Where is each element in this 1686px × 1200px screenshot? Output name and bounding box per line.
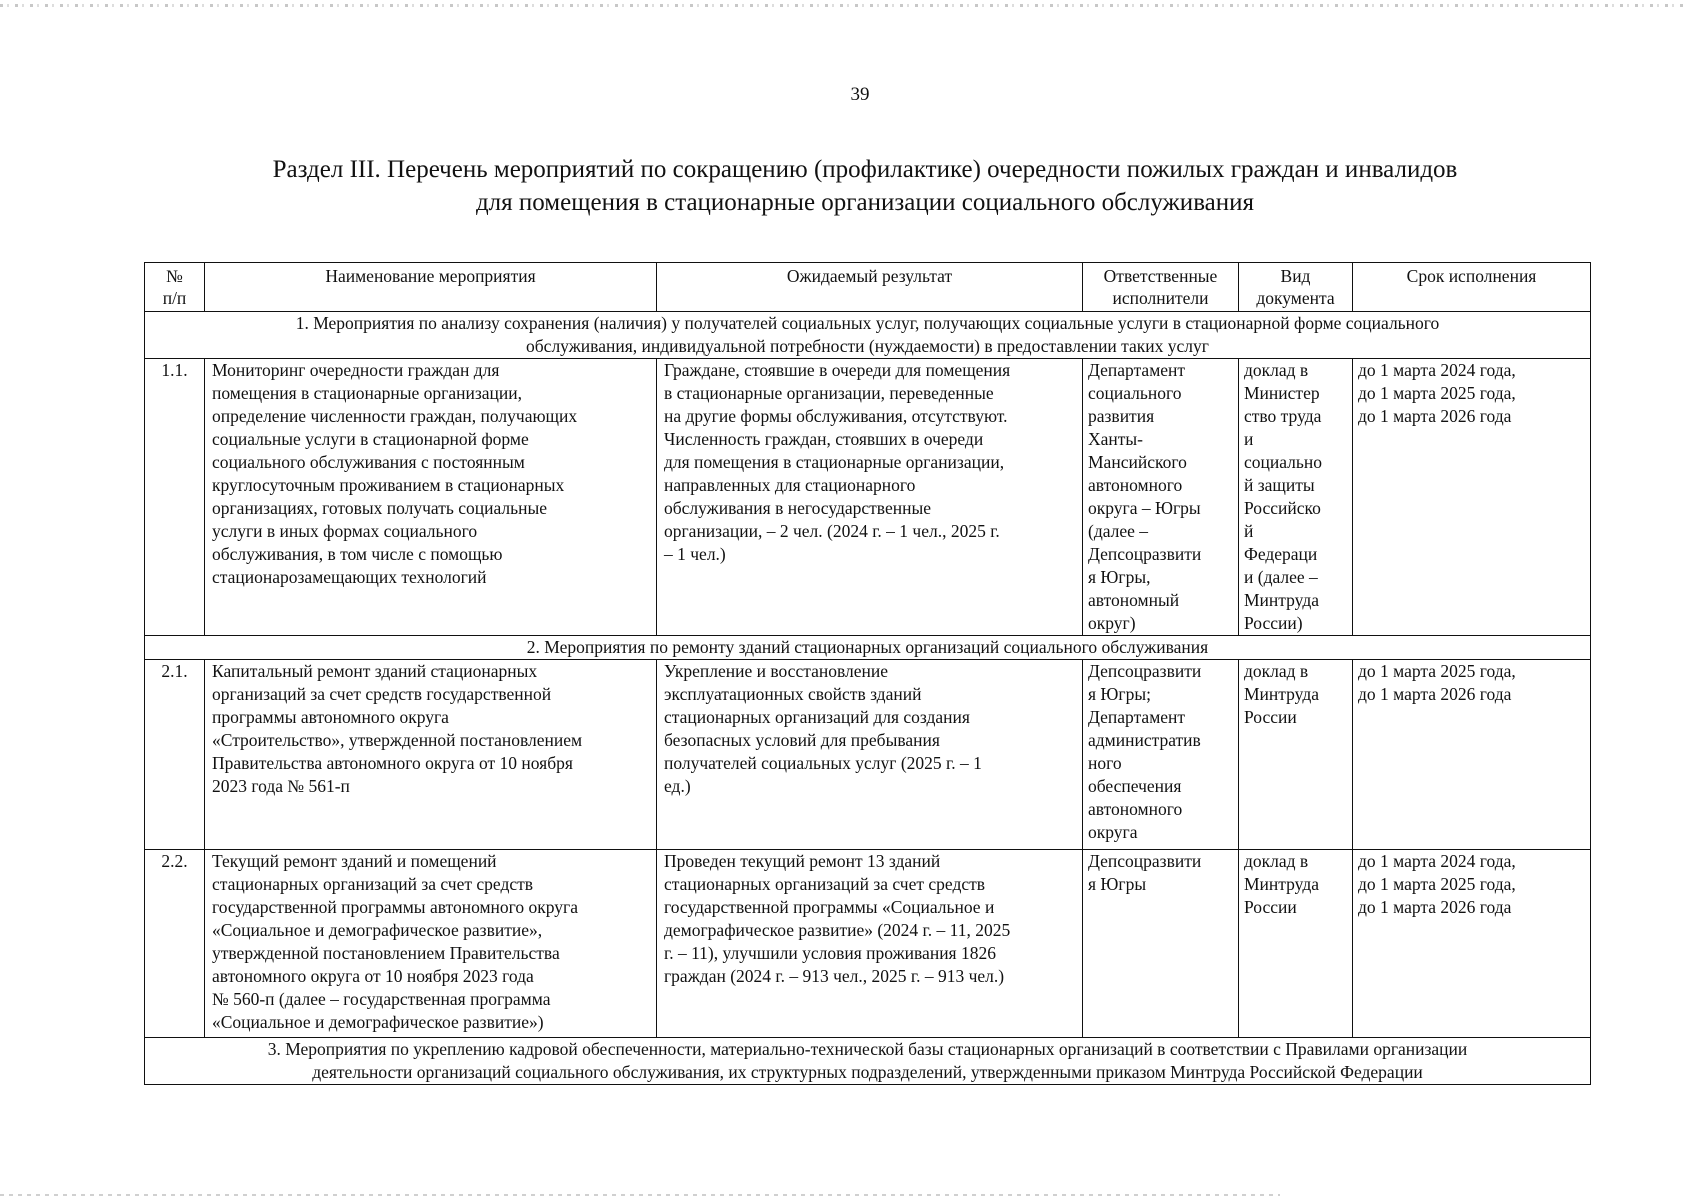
- activities-table: [144, 262, 1591, 1085]
- cell-name: Капитальный ремонт зданий стационарных организаций за счет средств государственной программы автономного округа «Строительство», утвержденной постановлением Правительства автономного округа от 10 ноября 2023 года № 561-п: [205, 660, 657, 850]
- cell-executors: Депсоцразвити я Югры; Департамент административ ного обеспечения автономного округа: [1083, 660, 1239, 850]
- page-number: 39: [850, 84, 870, 105]
- section-title: [140, 153, 1590, 219]
- cell-result: Укрепление и восстановление эксплуатационных свойств зданий стационарных организаций для создания безопасных условий для пребывания получателей социальных услуг (2025 г. – 1 ед.): [657, 660, 1083, 850]
- cell-deadline: до 1 марта 2025 года, до 1 марта 2026 года: [1353, 660, 1591, 850]
- section-row-2: [145, 636, 1591, 660]
- cell-num: 1.1.: [145, 359, 205, 636]
- scan-edge-top: [0, 4, 1686, 7]
- section-title-line-2: для помещения в стационарные организации социального обслуживания: [475, 189, 1255, 216]
- cell-name: Текущий ремонт зданий и помещений стационарных организаций за счет средств государственной программы автономного округа «Социальное и демографическое развитие», утвержденной постановлением Правительства автономного округа от 10 ноября 2023 года № 560-п (далее – государственная программа «Социальное и демографическое развитие»): [205, 850, 657, 1038]
- cell-deadline: до 1 марта 2024 года, до 1 марта 2025 года, до 1 марта 2026 года: [1353, 850, 1591, 1038]
- section-row-3: [145, 1038, 1591, 1085]
- table-row-2-1: [145, 660, 1591, 850]
- section-heading-1: 1. Мероприятия по анализу сохранения (наличия) у получателей социальных услуг, получающих социальные услуги в стационарной форме социального обслуживания, индивидуальной потребности (нуждаемости) в предоставлении таких услуг: [145, 312, 1591, 359]
- header-num: № п/п: [145, 263, 205, 312]
- table-row-2-2: [145, 850, 1591, 1038]
- cell-result: Проведен текущий ремонт 13 зданий стационарных организаций за счет средств государственной программы «Социальное и демографическое развитие» (2024 г. – 11, 2025 г. – 11), улучшили условия проживания 1826 граждан (2024 г. – 913 чел., 2025 г. – 913 чел.): [657, 850, 1083, 1038]
- scan-edge-bottom: [0, 1194, 1280, 1196]
- header-deadline: Срок исполнения: [1353, 263, 1591, 312]
- cell-name: Мониторинг очередности граждан для помещения в стационарные организации, определение численности граждан, получающих социальные услуги в стационарной форме социального обслуживания с постоянным круглосуточным проживанием в стационарных организациях, готовых получать социальные услуги в иных формах социального обслуживания, в том числе с помощью стационарозамещающих технологий: [205, 359, 657, 636]
- section-heading-2: 2. Мероприятия по ремонту зданий стационарных организаций социального обслуживания: [145, 636, 1591, 660]
- header-executors: Ответственные исполнители: [1083, 263, 1239, 312]
- table-row-1-1: [145, 359, 1591, 636]
- table-header-row: [145, 263, 1591, 312]
- cell-deadline: до 1 марта 2024 года, до 1 марта 2025 года, до 1 марта 2026 года: [1353, 359, 1591, 636]
- cell-executors: Депсоцразвити я Югры: [1083, 850, 1239, 1038]
- cell-num: 2.2.: [145, 850, 205, 1038]
- header-doc-type: Вид документа: [1239, 263, 1353, 312]
- cell-executors: Департамент социального развития Ханты- Мансийского автономного округа – Югры (далее – Депсоцразвити я Югры, автономный округ): [1083, 359, 1239, 636]
- section-title-line-1: Раздел III. Перечень мероприятий по сокращению (профилактике) очередности пожилых граждан и инвалидов: [272, 156, 1458, 183]
- cell-doc-type: доклад в Министер ство труда и социально й защиты Российско й Федераци и (далее – Минтруда России): [1239, 359, 1353, 636]
- cell-result: Граждане, стоявшие в очереди для помещения в стационарные организации, переведенные на другие формы обслуживания, отсутствуют. Численность граждан, стоявших в очереди для помещения в стационарные организации, направленных для стационарного обслуживания в негосударственные организации, – 2 чел. (2024 г. – 1 чел., 2025 г. – 1 чел.): [657, 359, 1083, 636]
- cell-doc-type: доклад в Минтруда России: [1239, 850, 1353, 1038]
- cell-doc-type: доклад в Минтруда России: [1239, 660, 1353, 850]
- cell-num: 2.1.: [145, 660, 205, 850]
- section-row-1: [145, 312, 1591, 359]
- header-name: Наименование мероприятия: [205, 263, 657, 312]
- section-heading-3: 3. Мероприятия по укреплению кадровой обеспеченности, материально-технической базы стационарных организаций в соответствии с Правилами организации деятельности организаций социального обслуживания, их структурных подразделений, утвержденными приказом Минтруда Российской Федерации: [145, 1038, 1591, 1085]
- header-result: Ожидаемый результат: [657, 263, 1083, 312]
